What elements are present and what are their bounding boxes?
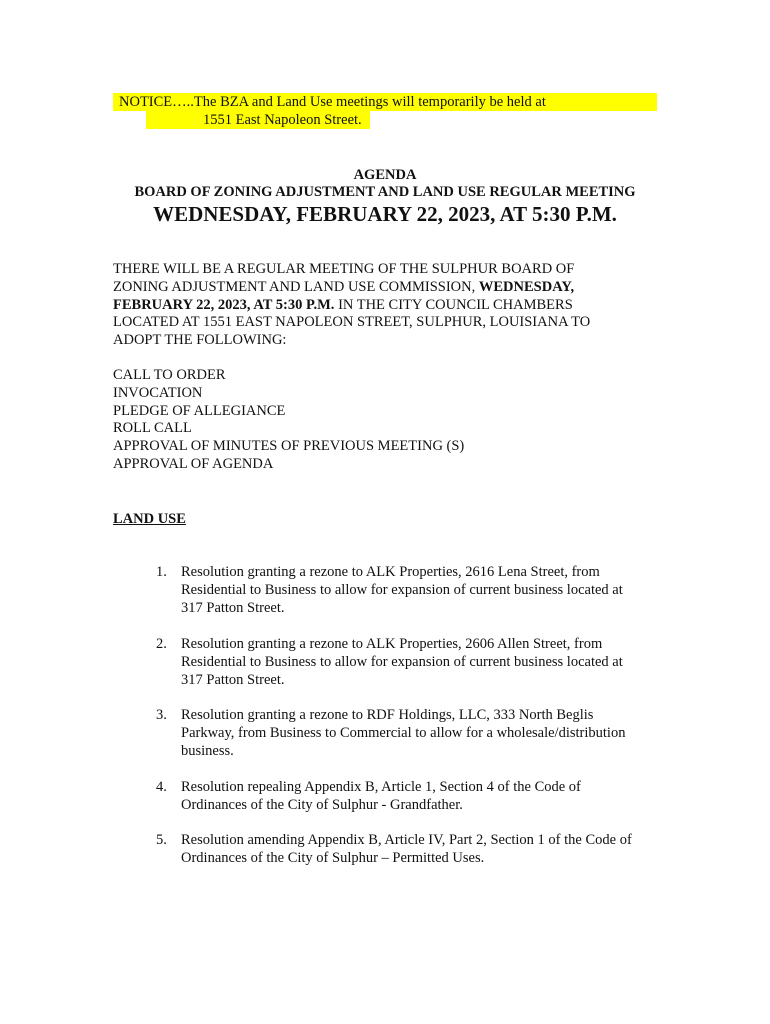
item-line: 317 Patton Street. [181, 599, 285, 616]
meeting-date: WEDNESDAY, FEBRUARY 22, 2023, AT 5:30 P.M. [153, 202, 617, 226]
order-item: CALL TO ORDER [113, 367, 226, 383]
intro-text: ZONING ADJUSTMENT AND LAND USE COMMISSION, [113, 278, 479, 295]
intro-paragraph [113, 261, 653, 350]
item-number: 5. [156, 832, 167, 848]
item-text [181, 832, 632, 868]
intro-bold-text: FEBRUARY 22, 2023, AT 5:30 P.M. [113, 296, 335, 313]
order-item: PLEDGE OF ALLEGIANCE [113, 402, 286, 419]
item-line: Parkway, from Business to Commercial to allow for a wholesale/distribution [181, 724, 626, 741]
item-line: business. [181, 742, 234, 759]
item-line: Resolution amending Appendix B, Article IV, Part 2, Section 1 of the Code of [181, 832, 632, 848]
intro-line: LOCATED AT 1551 EAST NAPOLEON STREET, SULPHUR, LOUISIANA TO [113, 314, 591, 331]
item-number: 1. [156, 564, 167, 580]
land-use-heading: LAND USE [113, 511, 186, 527]
item-line: Ordinances of the City of Sulphur - Grandfather. [181, 796, 463, 813]
board-title: BOARD OF ZONING ADJUSTMENT AND LAND USE REGULAR MEETING [134, 184, 636, 200]
notice-line-1: NOTICE…..The BZA and Land Use meetings will temporarily be held at [119, 94, 546, 110]
item-line: Residential to Business to allow for expansion of current business located at [181, 653, 623, 670]
order-item: APPROVAL OF MINUTES OF PREVIOUS MEETING (S) [113, 438, 465, 455]
item-number: 3. [156, 707, 167, 723]
item-line: 317 Patton Street. [181, 671, 285, 688]
item-number: 2. [156, 636, 167, 652]
item-line: Resolution repealing Appendix B, Article 1, Section 4 of the Code of [181, 779, 581, 795]
order-item: ROLL CALL [113, 420, 192, 437]
intro-line [113, 297, 653, 315]
intro-line: ADOPT THE FOLLOWING: [113, 332, 287, 349]
item-line: Resolution granting a rezone to RDF Holdings, LLC, 333 North Beglis [181, 707, 594, 723]
notice-line-2: 1551 East Napoleon Street. [203, 112, 362, 128]
item-line: Ordinances of the City of Sulphur – Permitted Uses. [181, 849, 485, 866]
order-item: APPROVAL OF AGENDA [113, 455, 274, 472]
item-line: Resolution granting a rezone to ALK Properties, 2616 Lena Street, from [181, 564, 600, 580]
order-item: INVOCATION [113, 384, 203, 401]
order-of-business [113, 367, 464, 474]
item-line: Residential to Business to allow for expansion of current business located at [181, 581, 623, 598]
intro-bold-text: WEDNESDAY, [478, 278, 575, 295]
item-line: Resolution granting a rezone to ALK Properties, 2606 Allen Street, from [181, 636, 603, 652]
item-text [181, 636, 623, 689]
item-text [181, 779, 581, 815]
intro-line: THERE WILL BE A REGULAR MEETING OF THE SULPHUR BOARD OF [113, 261, 575, 277]
agenda-title: AGENDA [353, 167, 417, 183]
intro-line [113, 279, 653, 297]
intro-text: IN THE CITY COUNCIL CHAMBERS [334, 296, 573, 313]
item-number: 4. [156, 779, 167, 795]
item-text [181, 707, 625, 760]
item-text [181, 564, 623, 617]
